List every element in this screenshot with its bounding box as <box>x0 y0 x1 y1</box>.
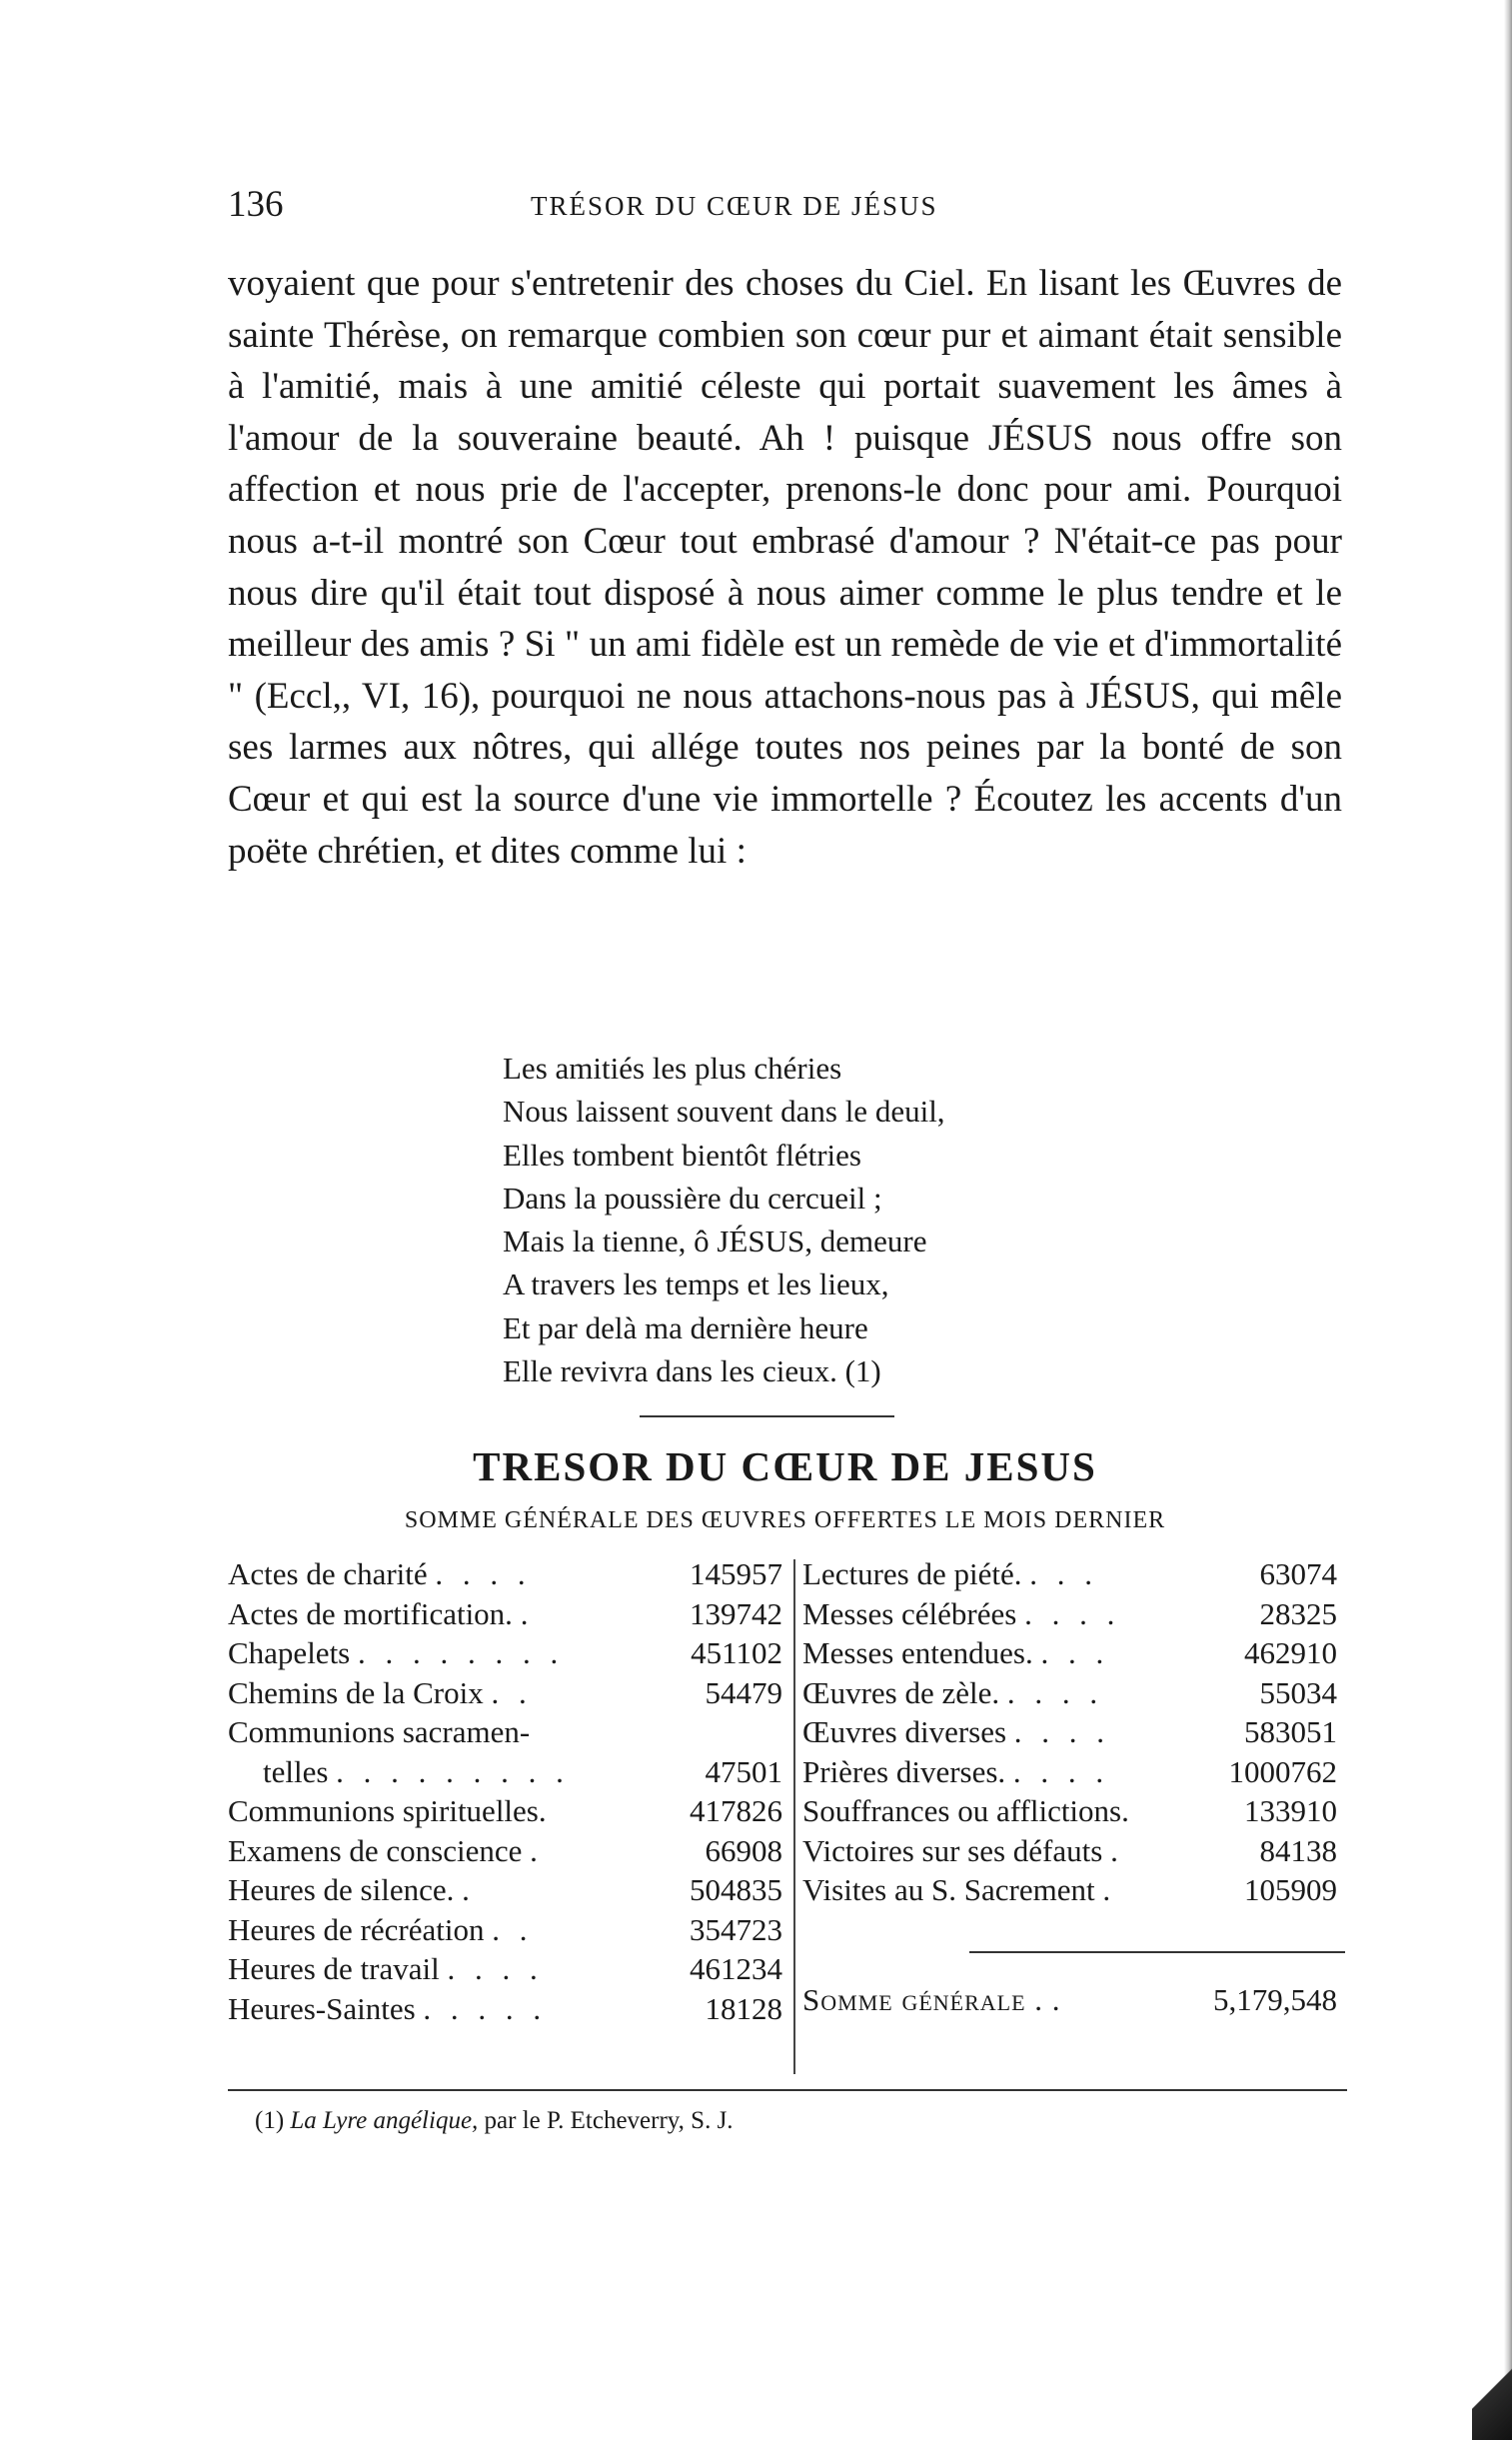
stats-value: 66908 <box>705 1832 782 1868</box>
stats-row <box>802 1554 1347 1594</box>
poem-line: Et par delà ma dernière heure <box>503 1309 868 1345</box>
stats-row <box>228 1989 792 2029</box>
stats-value: 55034 <box>1259 1674 1337 1710</box>
poem-line: Les amitiés les plus chéries <box>503 1051 842 1086</box>
poem-line: Elles tombent bientôt flétries <box>503 1137 861 1173</box>
stats-row <box>802 1712 1347 1752</box>
footnote-title: La Lyre angélique, <box>290 2107 479 2134</box>
stats-label: Heures de récréation . . <box>228 1911 534 1947</box>
stats-label: Chapelets . . . . . . . . <box>228 1635 565 1670</box>
stats-label: Chemins de la Croix . . <box>228 1674 533 1710</box>
total-row <box>802 1980 1347 2020</box>
stats-value: 105909 <box>1244 1872 1337 1907</box>
stats-left-column <box>228 1554 792 2028</box>
stats-value: 145957 <box>690 1556 782 1591</box>
stats-row <box>228 1949 792 1989</box>
stats-row <box>802 1633 1347 1673</box>
stats-label: Heures de travail . . . . <box>228 1951 544 1986</box>
stats-value: 1000762 <box>1228 1753 1337 1789</box>
stats-row <box>802 1831 1347 1871</box>
stats-value: 54479 <box>705 1674 782 1710</box>
poem-line: Dans la poussière du cercueil ; <box>503 1180 882 1216</box>
stats-value: 462910 <box>1244 1635 1337 1670</box>
page-edge-shadow <box>1504 0 1512 2440</box>
stats-value: 354723 <box>690 1911 782 1947</box>
footnote-number: (1) <box>255 2107 285 2134</box>
stats-row <box>228 1712 792 1791</box>
stats-label: Œuvres diverses . . . . <box>802 1714 1111 1749</box>
page-number: 136 <box>228 184 284 225</box>
stats-value: 504835 <box>690 1872 782 1907</box>
stats-label: Actes de mortification. . <box>228 1595 535 1631</box>
stats-value: 461234 <box>690 1951 782 1986</box>
stats-value: 63074 <box>1259 1556 1337 1591</box>
page-curl <box>1472 2320 1512 2440</box>
stats-value: 417826 <box>690 1793 782 1828</box>
stats-label: Prières diverses. . . . . <box>802 1753 1110 1789</box>
stats-label: Œuvres de zèle. . . . . <box>802 1674 1104 1710</box>
stats-value: 84138 <box>1259 1832 1337 1868</box>
poem-line: Mais la tienne, ô JÉSUS, demeure <box>503 1223 927 1259</box>
total-label: Somme générale . . <box>802 1982 1061 2017</box>
page-header <box>228 183 1347 233</box>
section-title: TRESOR DU CŒUR DE JESUS <box>473 1443 1097 1489</box>
stats-row <box>228 1791 792 1831</box>
poem-line: Nous laissent souvent dans le deuil, <box>503 1094 945 1130</box>
stats-label: Visites au S. Sacrement . <box>802 1872 1117 1907</box>
stats-value: 18128 <box>705 1990 782 2026</box>
footnote-rule <box>228 2089 1347 2091</box>
poem-line: A travers les temps et les lieux, <box>503 1266 889 1302</box>
running-title: TRÉSOR DU CŒUR DE JÉSUS <box>531 191 938 221</box>
total-rule <box>969 1951 1345 1953</box>
total-value: 5,179,548 <box>1213 1982 1337 2017</box>
stats-row <box>228 1870 792 1910</box>
column-divider <box>793 1559 795 2074</box>
section-rule <box>640 1415 894 1417</box>
stats-value: 583051 <box>1244 1714 1337 1749</box>
stats-value: 451102 <box>691 1635 782 1670</box>
stats-label-continuation: telles . . . . . . . . . <box>263 1753 570 1789</box>
stats-value: 133910 <box>1244 1793 1337 1828</box>
stats-label: Victoires sur ses défauts . <box>802 1832 1124 1868</box>
stats-row <box>228 1673 792 1713</box>
stats-row <box>228 1633 792 1673</box>
stats-value: 139742 <box>690 1595 782 1631</box>
footnote-rest: par le P. Etcheverry, S. J. <box>484 2107 734 2134</box>
stats-row <box>802 1791 1347 1831</box>
body-text <box>228 258 1342 877</box>
section-subtitle: SOMME GÉNÉRALE DES ŒUVRES OFFERTES LE MOIS DERNIER <box>404 1507 1166 1533</box>
stats-row <box>228 1831 792 1871</box>
stats-value: 28325 <box>1259 1595 1337 1631</box>
stats-label: Souffrances ou afflictions. <box>802 1793 1129 1828</box>
stats-label: Communions sacramen- <box>228 1714 531 1749</box>
stats-right-column <box>802 1554 1347 1910</box>
footnote <box>255 2107 734 2135</box>
stats-row <box>228 1594 792 1634</box>
stats-value: 47501 <box>705 1753 782 1789</box>
stats-label: Communions spirituelles. <box>228 1793 547 1828</box>
stats-label: Lectures de piété. . . . <box>802 1556 1098 1591</box>
stats-row <box>228 1910 792 1950</box>
stats-label: Examens de conscience . <box>228 1832 544 1868</box>
stats-row <box>802 1673 1347 1713</box>
stats-label: Messes entendues. . . . <box>802 1635 1110 1670</box>
poem <box>503 1047 945 1392</box>
stats-row <box>802 1752 1347 1792</box>
stats-label: Heures-Saintes . . . . . <box>228 1990 548 2026</box>
stats-label: Messes célébrées . . . . <box>802 1595 1121 1631</box>
stats-row <box>802 1594 1347 1634</box>
stats-row <box>228 1554 792 1594</box>
stats-row <box>802 1870 1347 1910</box>
stats-label: Heures de silence. . <box>228 1872 476 1907</box>
body-paragraph: voyaient que pour s'entretenir des choses du Ciel. En lisant les Œuvres de sainte Thérèse, on remarque combien son cœur pur et aimant était sensible à l'amitié, mais à une amitié céleste qui portait suavement les âmes à l'amour de la souveraine beauté. Ah ! puisque JÉSUS nous offre son affection et nous prie de l'accepter, prenons-le donc pour ami. Pourquoi nous a-t-il montré son Cœur tout embrasé d'amour ? N'était-ce pas pour nous dire qu'il était tout disposé à nous aimer comme le plus tendre et le meilleur des amis ? Si " un ami fidèle est un remède de vie et d'immortalité " (Eccl,, VI, 16), pourquoi ne nous attachons-nous pas à JÉSUS, qui mêle ses larmes aux nôtres, qui allége toutes nos peines par la bonté de son Cœur et qui est la source d'une vie immortelle ? Écoutez les accents d'un poëte chrétien, et dites comme lui : <box>228 263 1342 872</box>
poem-line: Elle revivra dans les cieux. (1) <box>503 1353 881 1389</box>
stats-label: Actes de charité . . . . <box>228 1556 532 1591</box>
